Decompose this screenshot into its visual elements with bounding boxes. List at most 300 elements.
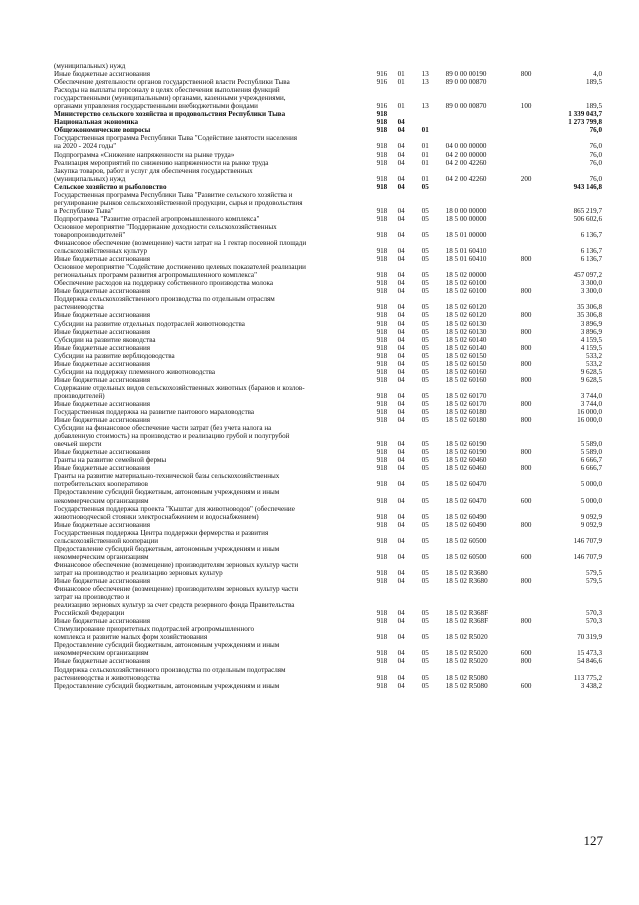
table-row <box>54 625 602 633</box>
target-article-code-cell <box>446 118 521 126</box>
amount-cell: 579,5 <box>586 577 602 585</box>
amount-cell: 146 707,9 <box>573 552 602 561</box>
target-article-code-cell: 18 5 02 60490 <box>445 512 487 521</box>
expense-type-code-cell <box>521 134 542 142</box>
amount-cell <box>542 505 602 513</box>
expense-type-code-cell: 100 <box>520 102 532 111</box>
target-article-code-cell <box>446 223 521 231</box>
row-name-cell: Иные бюджетные ассигнования <box>54 416 151 425</box>
section-code-cell <box>398 424 422 432</box>
amount-cell: 5 000,0 <box>580 496 602 505</box>
row-name-cell: Предоставление субсидий бюджетным, автономным учреждениям и иным <box>54 544 280 553</box>
row-name-cell: сельскохозяйственных культур <box>54 247 148 256</box>
amount-cell: 570,3 <box>586 609 602 618</box>
department-code-cell <box>377 593 398 601</box>
table-row <box>54 456 602 464</box>
expense-type-code-cell <box>521 279 542 287</box>
target-article-code-cell: 18 5 02 R3680 <box>445 577 488 585</box>
table-row <box>54 86 602 94</box>
amount-cell: 1 273 799,8 <box>568 118 602 127</box>
target-article-code-cell <box>446 601 521 609</box>
amount-cell: 16 000,0 <box>577 408 602 417</box>
section-code-cell: 04 <box>397 448 405 457</box>
section-code-cell: 01 <box>397 70 405 79</box>
amount-cell: 1 339 043,7 <box>568 110 602 119</box>
department-code-cell <box>377 472 398 480</box>
expense-type-code-cell <box>521 151 542 159</box>
row-name-cell: растениеводства и животноводства <box>54 673 160 682</box>
amount-cell: 54 846,6 <box>577 657 602 666</box>
amount-cell: 3 300,0 <box>580 287 602 296</box>
target-article-code-cell <box>446 641 521 649</box>
expense-type-code-cell: 800 <box>520 657 532 666</box>
department-code-cell: 918 <box>376 520 388 529</box>
table-row <box>54 279 602 287</box>
amount-cell: 3 438,2 <box>580 681 602 690</box>
department-code-cell: 918 <box>376 351 388 360</box>
amount-cell <box>542 384 602 392</box>
section-code-cell <box>398 134 422 142</box>
department-code-cell: 918 <box>376 287 388 296</box>
section-code-cell: 04 <box>397 303 405 312</box>
table-row <box>54 657 602 665</box>
row-name-cell: Поддержка сельскохозяйственного производства по отдельным подотраслям <box>54 665 286 674</box>
budget-allocation-table <box>54 62 602 690</box>
table-row <box>54 320 602 328</box>
department-code-cell: 918 <box>376 118 388 127</box>
row-name-cell: Основное мероприятие "Содействие достижению целевых показателей реализации <box>54 263 306 272</box>
row-name-cell: (муниципальных) нужд <box>54 174 126 183</box>
table-row <box>54 247 602 255</box>
target-article-code-cell: 18 5 02 60470 <box>445 496 487 505</box>
table-row <box>54 311 602 319</box>
target-article-code-cell: 18 5 02 60140 <box>445 343 487 352</box>
table-row <box>54 505 602 513</box>
table-row <box>54 448 602 456</box>
amount-cell: 9 628,5 <box>580 375 602 384</box>
amount-cell: 4 159,5 <box>580 335 602 344</box>
row-name-cell: Государственная поддержка на развитие пантового мараловодства <box>54 408 255 417</box>
amount-cell: 457 097,2 <box>573 271 602 280</box>
subsection-code-cell: 05 <box>421 399 429 408</box>
subsection-code-cell: 05 <box>421 287 429 296</box>
expense-type-code-cell <box>521 424 542 432</box>
subsection-code-cell: 05 <box>421 206 429 215</box>
table-row <box>54 649 602 657</box>
department-code-cell: 918 <box>376 512 388 521</box>
amount-cell: 3 896,9 <box>580 327 602 336</box>
amount-cell: 15 473,3 <box>577 649 602 658</box>
department-code-cell <box>377 505 398 513</box>
target-article-code-cell: 89 0 00 00870 <box>445 102 487 111</box>
amount-cell: 16 000,0 <box>577 416 602 425</box>
section-code-cell: 04 <box>397 327 405 336</box>
target-article-code-cell: 18 5 00 00000 <box>445 214 487 223</box>
table-row <box>54 110 602 118</box>
table-row <box>54 537 602 545</box>
section-code-cell <box>398 641 422 649</box>
section-code-cell: 04 <box>397 649 405 658</box>
target-article-code-cell: 18 5 02 R5020 <box>445 657 488 666</box>
department-code-cell: 918 <box>376 448 388 457</box>
row-name-cell: Иные бюджетные ассигнования <box>54 464 151 473</box>
table-row <box>54 633 602 641</box>
row-name-cell: Финансовое обеспечение (возмещение) производителям зерновых культур части <box>54 585 299 594</box>
section-code-cell: 04 <box>397 512 405 521</box>
section-code-cell: 04 <box>397 287 405 296</box>
section-code-cell: 04 <box>397 343 405 352</box>
expense-type-code-cell: 600 <box>520 496 532 505</box>
expense-type-code-cell: 800 <box>520 399 532 408</box>
row-name-cell: Основное мероприятие "Поддержание доходности сельскохозяйственных <box>54 222 277 231</box>
department-code-cell <box>377 263 398 271</box>
row-name-cell: товаропроизводителей" <box>54 230 126 239</box>
subsection-code-cell: 05 <box>421 496 429 505</box>
section-code-cell: 04 <box>397 367 405 376</box>
expense-type-code-cell <box>521 537 542 545</box>
target-article-code-cell: 18 5 02 60130 <box>445 319 487 328</box>
table-row <box>54 529 602 537</box>
department-code-cell: 918 <box>376 496 388 505</box>
row-name-cell: Государственная поддержка проекта "Кыштаг для животноводов" (обеспечение <box>54 504 295 513</box>
subsection-code-cell <box>422 110 446 118</box>
section-code-cell <box>398 593 422 601</box>
target-article-code-cell: 04 2 00 42260 <box>445 158 487 167</box>
section-code-cell: 04 <box>397 577 405 585</box>
row-name-cell: Иные бюджетные ассигнования <box>54 255 151 264</box>
department-code-cell: 918 <box>376 657 388 666</box>
amount-cell <box>542 191 602 199</box>
subsection-code-cell: 05 <box>421 230 429 239</box>
subsection-code-cell: 05 <box>421 456 429 465</box>
table-row <box>54 480 602 488</box>
amount-cell: 76,0 <box>589 126 602 135</box>
row-name-cell: Государственная программа Республики Тыва "Развитие сельского хозяйства и <box>54 190 293 199</box>
row-name-cell: Подпрограмма "Развитие отраслей агропромышленного комплекса" <box>54 214 260 223</box>
section-code-cell: 04 <box>397 657 405 666</box>
target-article-code-cell: 18 5 01 60410 <box>445 255 487 264</box>
section-code-cell <box>398 488 422 496</box>
row-name-cell: Поддержка сельскохозяйственного производства по отдельным отраслям <box>54 295 275 304</box>
row-name-cell: Общеэкономические вопросы <box>54 126 151 135</box>
department-code-cell: 918 <box>376 303 388 312</box>
amount-cell: 6 136,7 <box>580 230 602 239</box>
target-article-code-cell: 18 5 02 R368F <box>445 617 489 626</box>
section-code-cell: 04 <box>397 279 405 288</box>
table-row <box>54 191 602 199</box>
department-code-cell <box>377 199 398 207</box>
amount-cell: 9 092,9 <box>580 512 602 521</box>
expense-type-code-cell <box>521 384 542 392</box>
amount-cell: 6 666,7 <box>580 464 602 473</box>
department-code-cell: 918 <box>376 391 388 400</box>
target-article-code-cell <box>446 529 521 537</box>
row-name-cell: на 2020 - 2024 годы" <box>54 142 117 151</box>
section-code-cell: 04 <box>397 375 405 384</box>
department-code-cell: 918 <box>376 150 388 159</box>
department-code-cell <box>377 223 398 231</box>
table-row <box>54 408 602 416</box>
department-code-cell <box>377 561 398 569</box>
table-row <box>54 577 602 585</box>
expense-type-code-cell <box>521 263 542 271</box>
subsection-code-cell: 05 <box>421 391 429 400</box>
expense-type-code-cell <box>521 408 542 416</box>
subsection-code-cell: 05 <box>421 319 429 328</box>
table-row <box>54 609 602 617</box>
expense-type-code-cell: 800 <box>520 70 532 79</box>
section-code-cell <box>398 585 422 593</box>
section-code-cell <box>398 601 422 609</box>
target-article-code-cell <box>446 666 521 674</box>
expense-type-code-cell <box>521 94 542 102</box>
section-code-cell <box>398 263 422 271</box>
table-row <box>54 134 602 142</box>
expense-type-code-cell <box>521 320 542 328</box>
amount-cell: 865 219,7 <box>573 206 602 215</box>
subsection-code-cell: 13 <box>421 70 429 79</box>
table-row <box>54 617 602 625</box>
section-code-cell <box>398 191 422 199</box>
expense-type-code-cell <box>521 440 542 448</box>
expense-type-code-cell <box>521 118 542 126</box>
section-code-cell: 04 <box>397 311 405 320</box>
section-code-cell: 04 <box>397 351 405 360</box>
target-article-code-cell: 18 5 02 00000 <box>445 271 487 280</box>
subsection-code-cell: 05 <box>421 649 429 658</box>
target-article-code-cell: 18 5 02 60180 <box>445 416 487 425</box>
subsection-code-cell <box>422 134 446 142</box>
amount-cell <box>542 666 602 674</box>
subsection-code-cell: 05 <box>421 657 429 666</box>
subsection-code-cell: 01 <box>421 126 429 135</box>
expense-type-code-cell <box>521 593 542 601</box>
amount-cell: 3 744,0 <box>580 391 602 400</box>
subsection-code-cell: 05 <box>421 351 429 360</box>
table-row <box>54 271 602 279</box>
table-row <box>54 521 602 529</box>
subsection-code-cell <box>422 545 446 553</box>
target-article-code-cell <box>446 110 521 118</box>
target-article-code-cell: 18 5 02 60460 <box>445 456 487 465</box>
section-code-cell <box>398 666 422 674</box>
row-name-cell: Сельское хозяйство и рыболовство <box>54 182 167 191</box>
section-code-cell: 04 <box>397 408 405 417</box>
expense-type-code-cell: 800 <box>520 255 532 264</box>
table-row <box>54 303 602 311</box>
department-code-cell: 918 <box>376 359 388 368</box>
row-name-cell: реализацию зерновых культур за счет средств резервного фонда Правительства <box>54 601 295 610</box>
subsection-code-cell: 05 <box>421 480 429 489</box>
section-code-cell <box>398 62 422 70</box>
section-code-cell: 04 <box>397 206 405 215</box>
section-code-cell: 04 <box>397 520 405 529</box>
expense-type-code-cell <box>521 432 542 440</box>
table-row <box>54 199 602 207</box>
target-article-code-cell: 18 5 02 60160 <box>445 375 487 384</box>
subsection-code-cell: 13 <box>421 102 429 111</box>
expense-type-code-cell <box>521 456 542 464</box>
row-name-cell: Субсидии на поддержку племенного животноводства <box>54 367 215 376</box>
department-code-cell <box>377 666 398 674</box>
department-code-cell: 918 <box>376 319 388 328</box>
subsection-code-cell: 01 <box>421 174 429 183</box>
subsection-code-cell <box>422 505 446 513</box>
subsection-code-cell <box>422 384 446 392</box>
table-row <box>54 464 602 472</box>
amount-cell <box>542 134 602 142</box>
expense-type-code-cell: 600 <box>520 552 532 561</box>
amount-cell: 5 589,0 <box>580 440 602 449</box>
expense-type-code-cell: 200 <box>520 174 532 183</box>
expense-type-code-cell <box>521 191 542 199</box>
target-article-code-cell: 18 5 02 R5020 <box>445 633 488 642</box>
row-name-cell: растениеводства <box>54 303 104 312</box>
subsection-code-cell <box>422 601 446 609</box>
target-article-code-cell: 18 5 02 60490 <box>445 520 487 529</box>
expense-type-code-cell: 800 <box>520 577 532 585</box>
table-row <box>54 255 602 263</box>
subsection-code-cell <box>422 666 446 674</box>
subsection-code-cell <box>422 472 446 480</box>
department-code-cell: 918 <box>376 327 388 336</box>
department-code-cell: 918 <box>376 375 388 384</box>
target-article-code-cell: 18 5 01 60410 <box>445 247 487 256</box>
amount-cell: 76,0 <box>589 150 602 159</box>
table-row <box>54 384 602 392</box>
amount-cell <box>542 424 602 432</box>
page-number: 127 <box>583 833 603 848</box>
row-name-cell: Предоставление субсидий бюджетным, автономным учреждениям и иным <box>54 488 280 497</box>
row-name-cell: в Республике Тыва" <box>54 206 114 215</box>
target-article-code-cell: 18 5 02 60100 <box>445 287 487 296</box>
row-name-cell: (муниципальных) нужд <box>54 62 126 70</box>
table-row <box>54 424 602 432</box>
table-row <box>54 118 602 126</box>
row-name-cell: Иные бюджетные ассигнования <box>54 327 151 336</box>
expense-type-code-cell <box>521 223 542 231</box>
section-code-cell <box>398 94 422 102</box>
subsection-code-cell <box>422 585 446 593</box>
section-code-cell <box>398 384 422 392</box>
expense-type-code-cell <box>521 641 542 649</box>
expense-type-code-cell <box>521 336 542 344</box>
expense-type-code-cell <box>521 62 542 70</box>
expense-type-code-cell: 800 <box>520 327 532 336</box>
subsection-code-cell <box>422 593 446 601</box>
amount-cell <box>542 585 602 593</box>
table-row <box>54 215 602 223</box>
expense-type-code-cell <box>521 625 542 633</box>
subsection-code-cell <box>422 62 446 70</box>
department-code-cell: 918 <box>376 255 388 264</box>
row-name-cell: Национальная экономика <box>54 118 139 127</box>
amount-cell <box>542 472 602 480</box>
subsection-code-cell <box>422 295 446 303</box>
department-code-cell: 918 <box>376 480 388 489</box>
amount-cell: 5 589,0 <box>580 448 602 457</box>
section-code-cell <box>398 223 422 231</box>
section-code-cell: 04 <box>397 568 405 577</box>
expense-type-code-cell <box>521 239 542 247</box>
amount-cell <box>542 62 602 70</box>
amount-cell: 4,0 <box>593 70 602 79</box>
expense-type-code-cell <box>521 488 542 496</box>
row-name-cell: Расходы на выплаты персоналу в целях обеспечения выполнения функций <box>54 86 280 95</box>
amount-cell: 5 000,0 <box>580 480 602 489</box>
row-name-cell: Иные бюджетные ассигнования <box>54 617 151 626</box>
amount-cell: 70 319,9 <box>577 633 602 642</box>
subsection-code-cell: 05 <box>421 617 429 626</box>
amount-cell: 579,5 <box>586 568 602 577</box>
subsection-code-cell <box>422 167 446 175</box>
table-row <box>54 545 602 553</box>
subsection-code-cell <box>422 488 446 496</box>
amount-cell <box>542 641 602 649</box>
expense-type-code-cell <box>521 609 542 617</box>
table-row <box>54 376 602 384</box>
department-code-cell: 918 <box>376 174 388 183</box>
department-code-cell: 918 <box>376 416 388 425</box>
department-code-cell: 918 <box>376 182 388 191</box>
section-code-cell: 04 <box>397 440 405 449</box>
table-row <box>54 392 602 400</box>
department-code-cell: 918 <box>376 399 388 408</box>
row-name-cell: Закупка товаров, работ и услуг для обеспечения государственных <box>54 166 253 175</box>
row-name-cell: Обеспечение деятельности органов государственной власти Республики Тыва <box>54 78 290 87</box>
row-name-cell: Гранты на развитие материально-технической базы сельскохозяйственных <box>54 472 280 481</box>
amount-cell: 506 602,6 <box>573 214 602 223</box>
expense-type-code-cell <box>521 142 542 150</box>
subsection-code-cell <box>422 239 446 247</box>
target-article-code-cell <box>446 424 521 432</box>
row-name-cell: Иные бюджетные ассигнования <box>54 375 151 384</box>
row-name-cell: Субсидии на развитие яководства <box>54 335 156 344</box>
section-code-cell: 04 <box>397 319 405 328</box>
expense-type-code-cell <box>521 674 542 682</box>
target-article-code-cell: 18 5 02 60190 <box>445 440 487 449</box>
table-row <box>54 432 602 440</box>
amount-cell: 3 896,9 <box>580 319 602 328</box>
row-name-cell: некоммерческим организациям <box>54 496 149 505</box>
section-code-cell: 04 <box>397 126 405 135</box>
amount-cell: 6 136,7 <box>580 247 602 256</box>
section-code-cell: 04 <box>397 255 405 264</box>
row-name-cell: Обеспечение расходов на поддержку собственного производства молока <box>54 279 273 288</box>
department-code-cell <box>377 134 398 142</box>
department-code-cell <box>377 545 398 553</box>
table-row <box>54 368 602 376</box>
row-name-cell: Иные бюджетные ассигнования <box>54 359 151 368</box>
department-code-cell: 918 <box>376 649 388 658</box>
target-article-code-cell: 18 5 02 60180 <box>445 408 487 417</box>
expense-type-code-cell: 800 <box>520 416 532 425</box>
expense-type-code-cell <box>521 159 542 167</box>
expense-type-code-cell <box>521 86 542 94</box>
table-row <box>54 674 602 682</box>
subsection-code-cell: 05 <box>421 255 429 264</box>
expense-type-code-cell <box>521 585 542 593</box>
target-article-code-cell: 18 5 02 60470 <box>445 480 487 489</box>
subsection-code-cell <box>422 191 446 199</box>
row-name-cell: комплекса и развитие малых форм хозяйствования <box>54 633 208 642</box>
subsection-code-cell: 05 <box>421 303 429 312</box>
department-code-cell: 916 <box>376 78 388 87</box>
section-code-cell: 04 <box>397 158 405 167</box>
target-article-code-cell: 18 5 02 60170 <box>445 399 487 408</box>
department-code-cell: 918 <box>376 206 388 215</box>
row-name-cell: добавленную стоимость) на производство и реализацию грубой и полугрубой <box>54 432 290 441</box>
